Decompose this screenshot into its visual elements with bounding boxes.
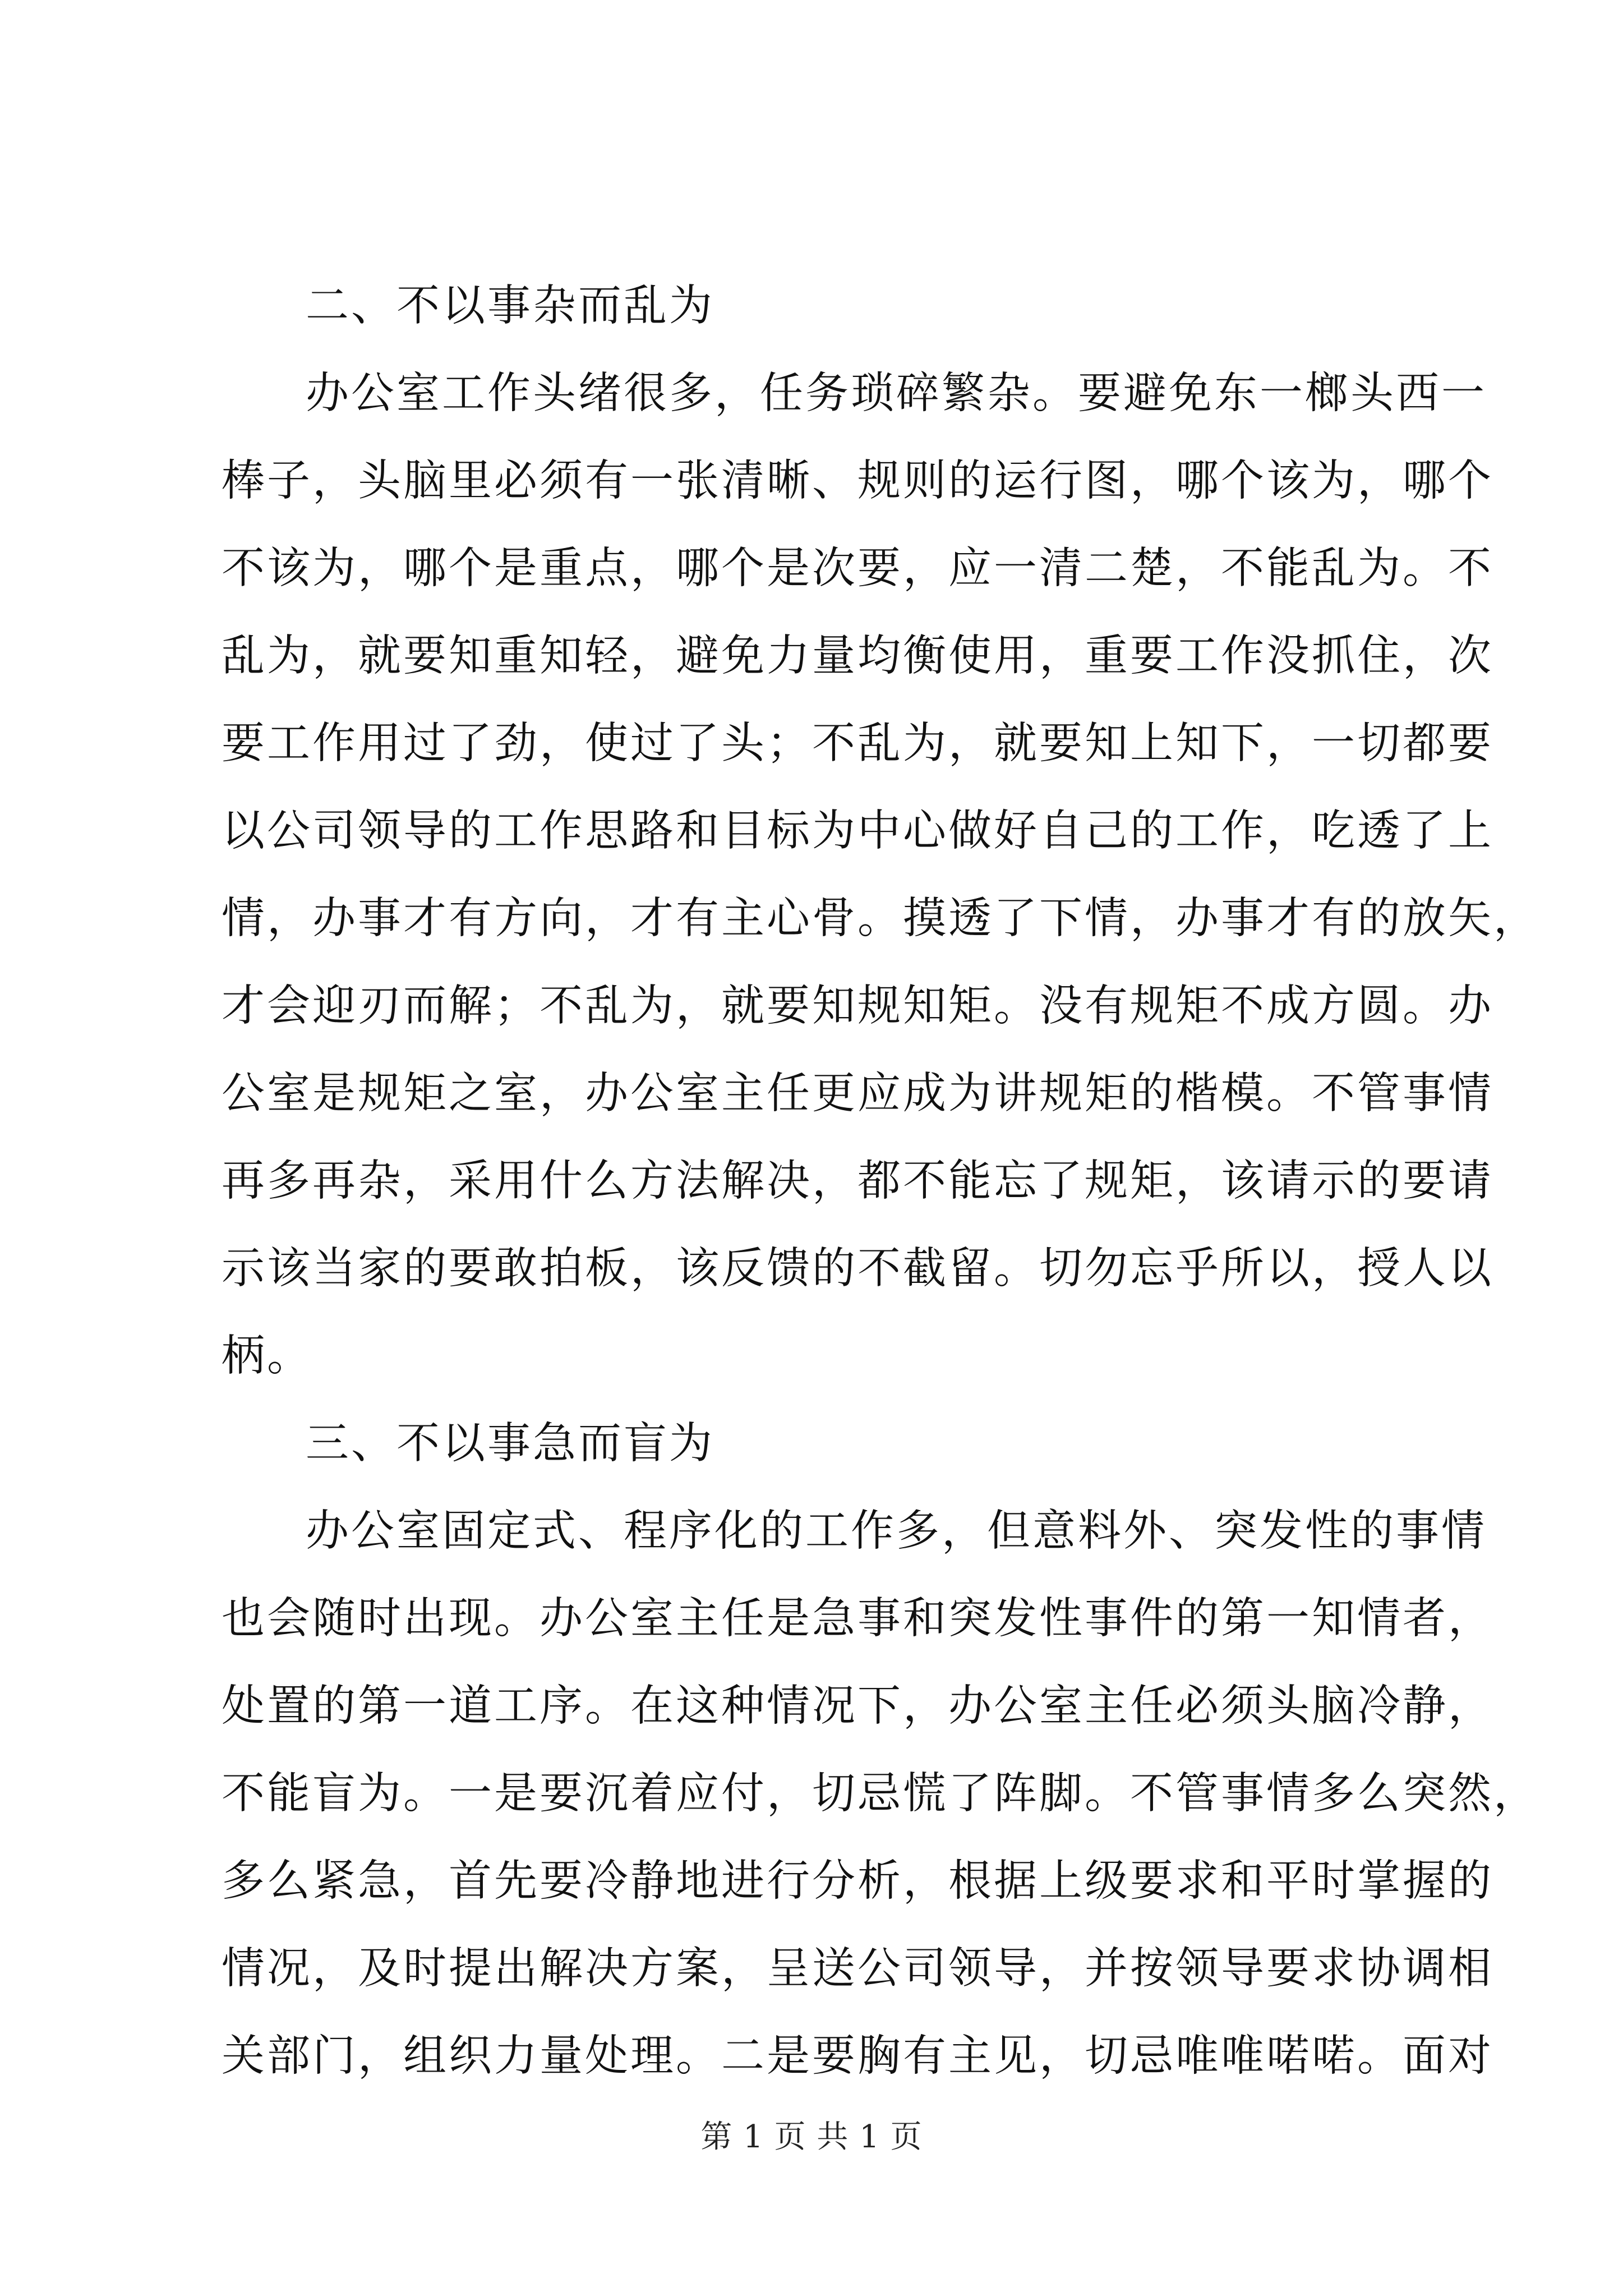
text-line: 办公室工作头绪很多，任务琐碎繁杂。要避免东一榔头西一 [306, 369, 1487, 418]
text-line: 示该当家的要敢拍板，该反馈的不截留。切勿忘乎所以，授人以 [222, 1244, 1493, 1294]
text-line: 情况，及时提出解决方案，呈送公司领导，并按领导要求协调相 [222, 1944, 1493, 1994]
section-heading: 三、不以事急而盲为 [306, 1419, 714, 1469]
document-body [222, 263, 1539, 2100]
text-line: 关部门，组织力量处理。二是要胸有主见，切忌唯唯喏喏。面对 [222, 2031, 1493, 2081]
text-line: 乱为，就要知重知轻，避免力量均衡使用，重要工作没抓住，次 [222, 631, 1493, 681]
text-line: 办公室固定式、程序化的工作多，但意料外、突发性的事情 [306, 1506, 1487, 1556]
text-line: 不该为，哪个是重点，哪个是次要，应一清二楚，不能乱为。不 [222, 544, 1493, 593]
text-line: 要工作用过了劲，使过了头；不乱为，就要知上知下，一切都要 [222, 719, 1493, 769]
section-heading: 二、不以事杂而乱为 [306, 281, 714, 331]
text-line: 才会迎刃而解；不乱为，就要知规知矩。没有规矩不成方圆。办 [222, 981, 1493, 1031]
text-line: 也会随时出现。办公室主任是急事和突发性事件的第一知情者， [222, 1594, 1493, 1644]
paragraph [222, 1488, 1539, 2100]
text-line: 柄。 [222, 1331, 312, 1381]
page-footer: 第 1 页 共 1 页 [700, 2119, 923, 2155]
text-line: 不能盲为。一是要沉着应付，切忌慌了阵脚。不管事情多么突然， [222, 1769, 1539, 1819]
text-line: 再多再杂，采用什么方法解决，都不能忘了规矩，该请示的要请 [222, 1156, 1493, 1206]
text-line: 以公司领导的工作思路和目标为中心做好自己的工作，吃透了上 [222, 806, 1493, 856]
text-line: 公室是规矩之室，办公室主任更应成为讲规矩的楷模。不管事情 [222, 1069, 1493, 1119]
text-line: 棒子，头脑里必须有一张清晰、规则的运行图，哪个该为，哪个 [222, 456, 1493, 506]
text-line: 情，办事才有方向，才有主心骨。摸透了下情，办事才有的放矢， [222, 894, 1539, 944]
text-line: 处置的第一道工序。在这种情况下，办公室主任必须头脑冷静， [222, 1681, 1493, 1731]
text-line: 多么紧急，首先要冷静地进行分析，根据上级要求和平时掌握的 [222, 1856, 1493, 1906]
paragraph [222, 350, 1539, 1400]
